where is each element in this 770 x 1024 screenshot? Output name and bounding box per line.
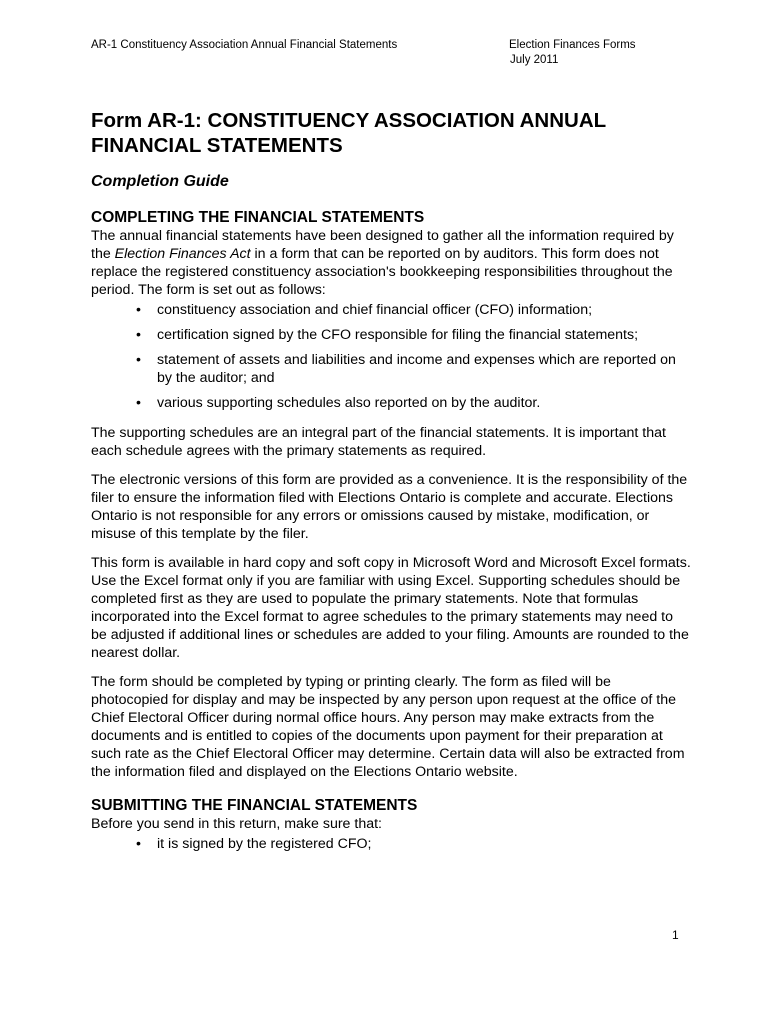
bullet-icon: • — [136, 352, 141, 368]
submission-checklist — [91, 835, 691, 853]
running-header-forms: Election Finances Forms — [509, 39, 636, 51]
bullet-icon: • — [136, 395, 141, 411]
intro-act-name: Election Finances Act — [114, 246, 251, 262]
running-header-info — [509, 38, 636, 68]
list-item-text: statement of assets and liabilities and income and expenses which are reported on by the auditor; and — [157, 352, 676, 386]
paragraph-formats: This form is available in hard copy and soft copy in Microsoft Word and Microsoft Excel formats. Use the Excel format only if you are familiar with using Excel. Supporting schedules should be completed first as they are used to populate the primary statements. Note that formulas incorporated into the Excel format to agree schedules to the primary statements may need to be adjusted if additional lines or schedules are added to your filing. Amounts are rounded to the nearest dollar. — [91, 555, 691, 661]
section-heading-submitting: SUBMITTING THE FINANCIAL STATEMENTS — [91, 797, 418, 814]
form-structure-list — [91, 301, 691, 412]
list-item-text: various supporting schedules also reported on by the auditor. — [157, 395, 541, 411]
form-title — [91, 108, 691, 158]
page-number: 1 — [672, 928, 679, 942]
form-title-line2: FINANCIAL STATEMENTS — [91, 134, 343, 157]
main-content — [91, 108, 691, 860]
bullet-icon: • — [136, 327, 141, 343]
running-header-date: July 2011 — [510, 54, 559, 66]
list-item — [136, 835, 691, 853]
paragraph-completion: The form should be completed by typing or printing clearly. The form as filed will be photocopied for display and may be inspected by any person upon request at the office of the Chief Electoral Officer during normal office hours. Any person may make extracts from the documents and is entitled to copies of the documents upon payment for their preparation at such rate as the Chief Electoral Officer may determine. Certain data will also be extracted from the information filed and displayed on the Elections Ontario website. — [91, 674, 685, 780]
form-title-line1: Form AR-1: CONSTITUENCY ASSOCIATION ANNUAL — [91, 109, 607, 132]
completion-guide-subtitle: Completion Guide — [91, 173, 229, 190]
section-heading-completing: COMPLETING THE FINANCIAL STATEMENTS — [91, 209, 425, 226]
bullet-icon: • — [136, 302, 141, 318]
list-item-text: certification signed by the CFO responsible for filing the financial statements; — [157, 327, 639, 343]
list-item — [136, 394, 691, 412]
bullet-icon: • — [136, 836, 141, 852]
paragraph-schedules: The supporting schedules are an integral part of the financial statements. It is important that each schedule agrees with the primary statements as required. — [91, 425, 666, 459]
intro-text-part1: The annual financial statements have been designed to gather all the information required by the — [91, 228, 674, 262]
intro-paragraph — [91, 227, 691, 299]
list-item-text: it is signed by the registered CFO; — [157, 836, 372, 852]
submitting-intro: Before you send in this return, make sure that: — [91, 816, 382, 832]
paragraph-electronic-versions: The electronic versions of this form are provided as a convenience. It is the responsibility of the filer to ensure the information filed with Elections Ontario is complete and accurate. Elections Ontario is not responsible for any errors or omissions caused by mistake, modification, or misuse of this template by the filer. — [91, 472, 688, 542]
list-item — [136, 326, 691, 344]
list-item — [136, 301, 691, 319]
running-header-title: AR-1 Constituency Association Annual Financial Statements — [91, 39, 398, 51]
list-item-text: constituency association and chief financial officer (CFO) information; — [157, 302, 593, 318]
list-item — [136, 351, 691, 387]
intro-text-part2: in a form that can be reported on by auditors. This form does not replace the registered constituency association's bookkeeping responsibilities throughout the period. The form is set out as follows: — [91, 246, 673, 298]
